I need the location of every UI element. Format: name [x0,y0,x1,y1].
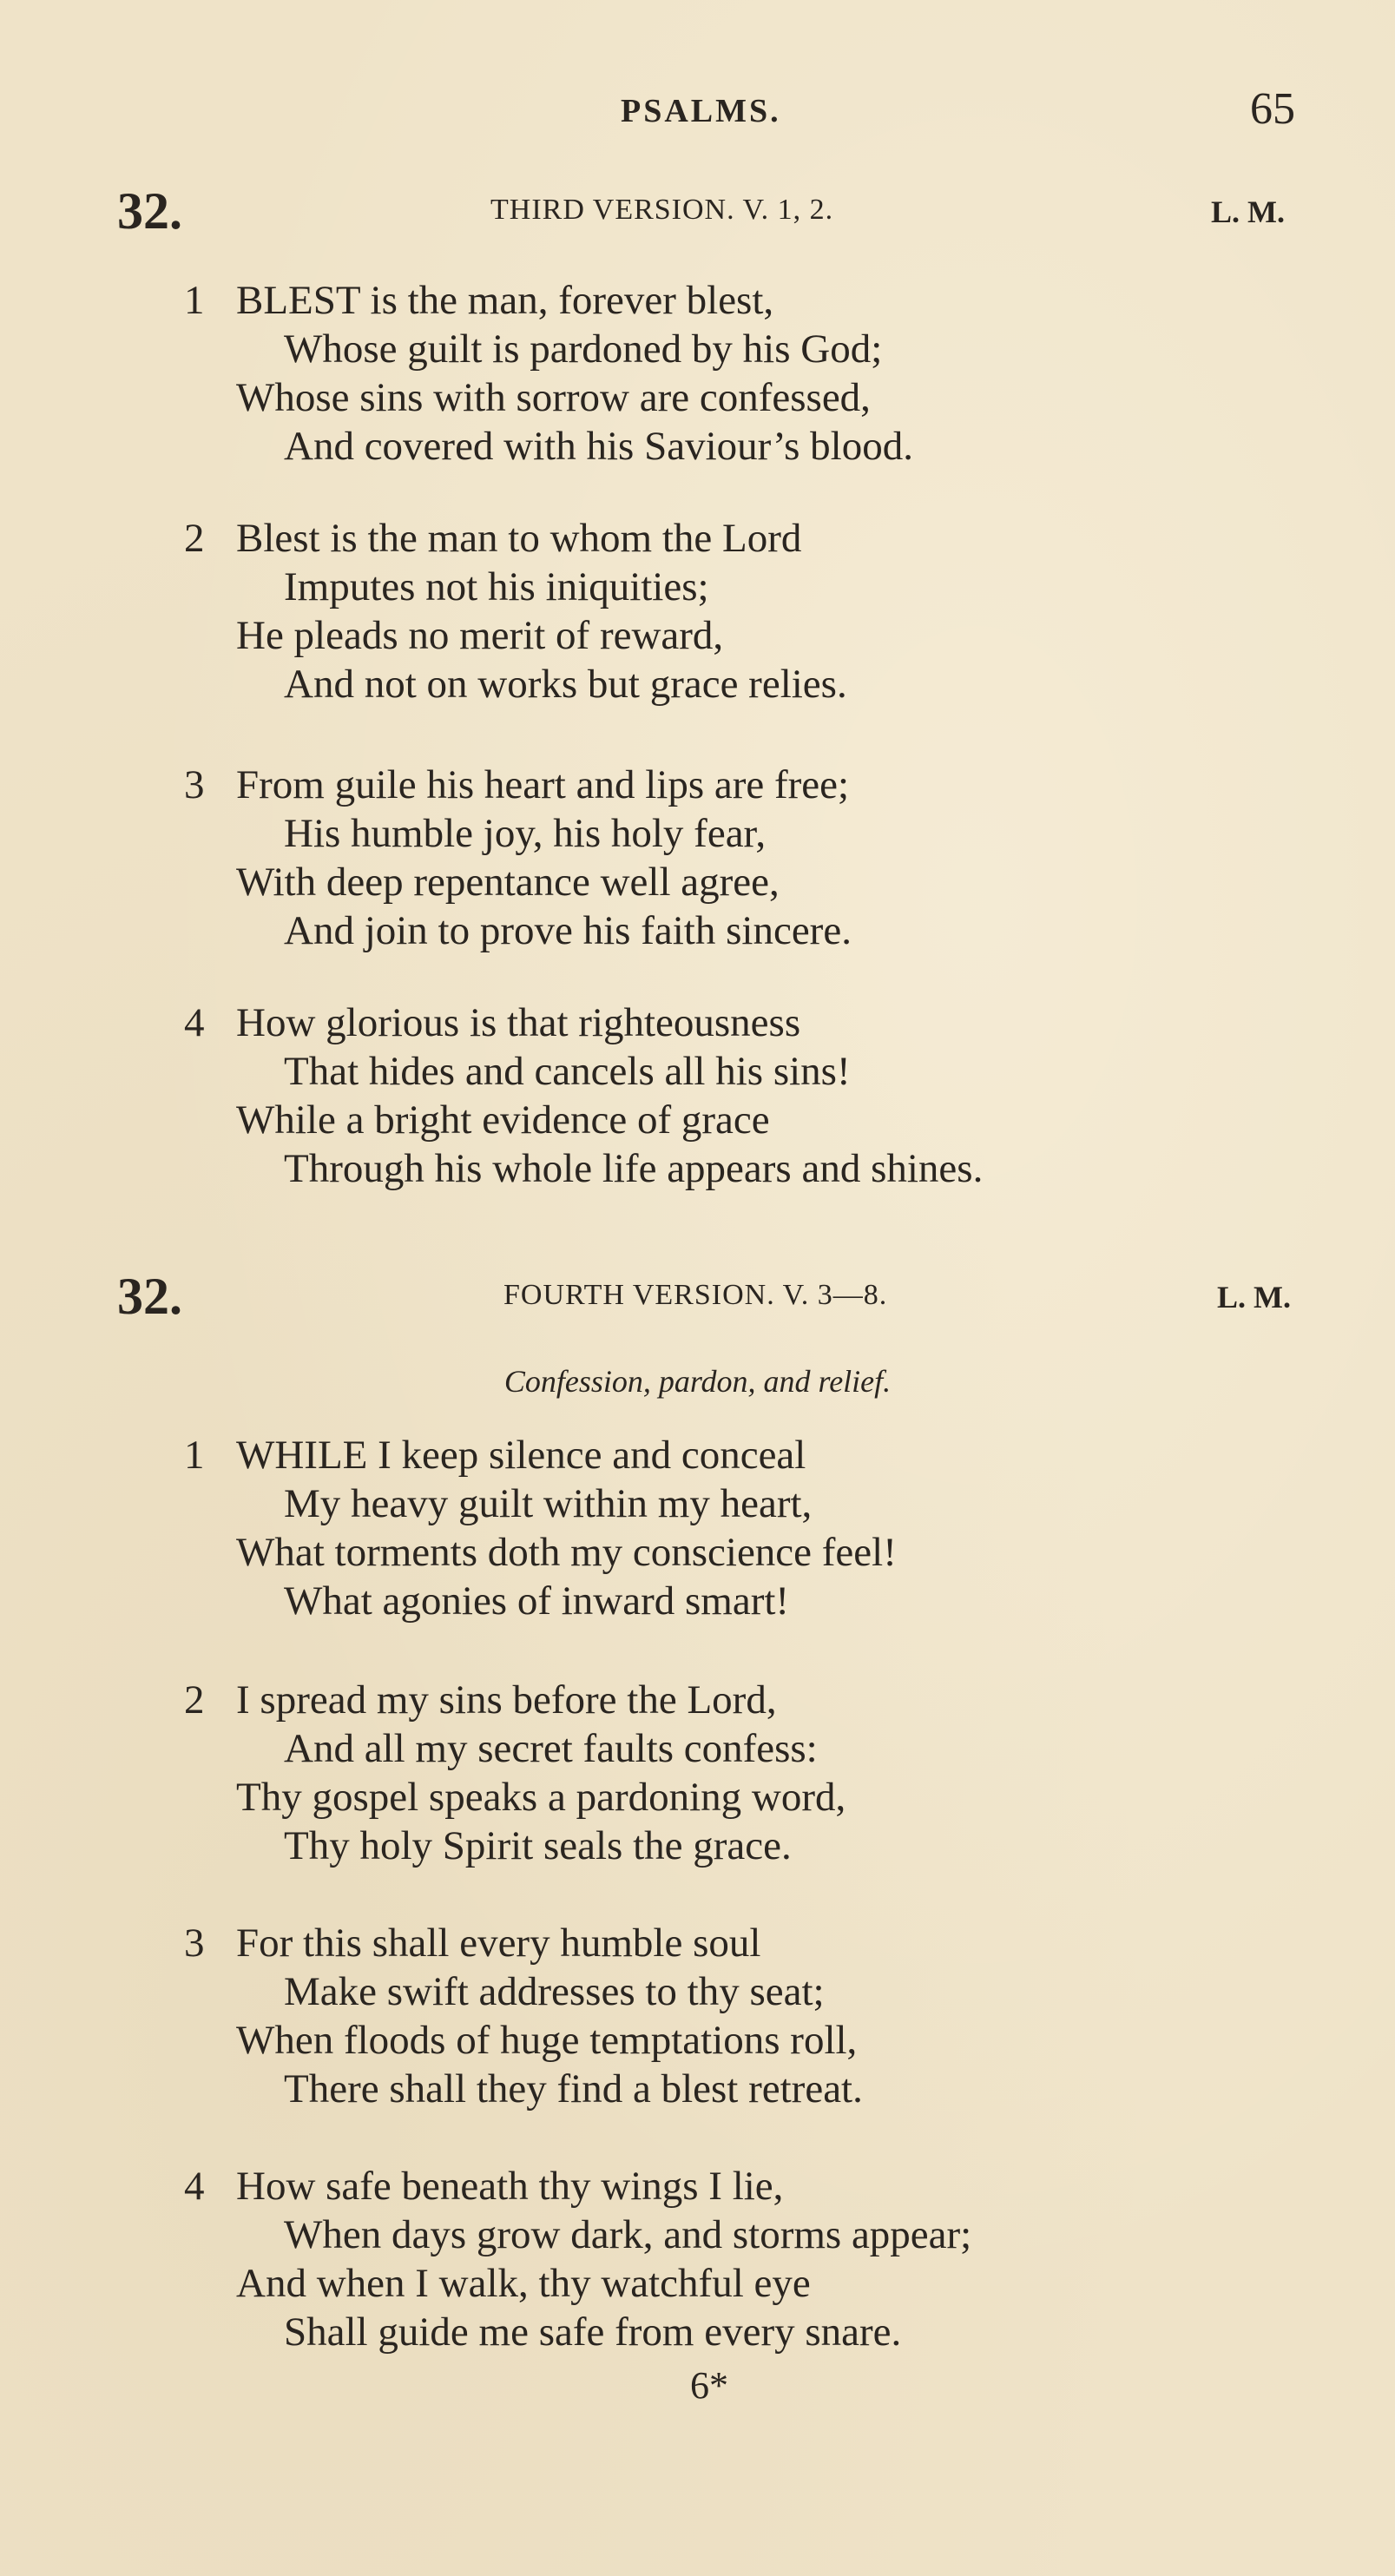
signature-mark: 6* [690,2364,728,2407]
verse-line: My heavy guilt within my heart, [284,1481,813,1526]
stanza-number: 4 [184,2164,205,2209]
verse-line: While a bright evidence of grace [236,1097,770,1143]
verse-line: He pleads no merit of reward, [236,613,724,658]
verse-line: When days grow dark, and storms appear; [284,2212,972,2257]
verse-line: His humble joy, his holy fear, [284,811,767,856]
verse-line: Make swift addresses to thy seat; [284,1969,825,2014]
verse-line: Thy holy Spirit seals the grace. [284,1823,792,1868]
verse-line: When floods of huge temptations roll, [236,2018,858,2063]
verse-line: Whose sins with sorrow are confessed, [236,375,871,420]
verse-line: That hides and cancels all his sins! [284,1049,851,1094]
verse-line: What agonies of inward smart! [284,1578,790,1624]
verse-line: I spread my sins before the Lord, [236,1677,777,1723]
hymn-heading-fourth-version [0,1268,1395,1325]
verse-line: There shall they find a blest retreat. [284,2066,863,2112]
hymn-meter: L. M. [1217,1280,1291,1314]
hymn-version: FOURTH VERSION. V. 3—8. [503,1279,888,1311]
verse-line: What torments doth my conscience feel! [236,1530,897,1575]
verse-line: And not on works but grace relies. [284,662,847,707]
page-number: 65 [1250,84,1295,134]
verse-line: Thy gospel speaks a pardoning word, [236,1775,846,1820]
hymn-number: 32. [117,182,182,240]
verse-line: Whose guilt is pardoned by his God; [284,326,883,372]
verse-line: WHILE I keep silence and conceal [236,1433,806,1478]
verse-line: How glorious is that righteousness [236,1000,801,1045]
stanza-number: 2 [184,516,205,561]
running-head [0,83,1395,135]
running-title: PSALMS. [621,93,781,129]
verse-line: Imputes not his iniquities; [284,564,709,609]
hymn-heading-third-version [0,182,1395,240]
verse-line: BLEST is the man, forever blest, [236,278,774,323]
hymn-meter: L. M. [1211,194,1285,229]
verse-line: With deep repentance well agree, [236,860,780,905]
hymn-subtitle: Confession, pardon, and relief. [503,1364,892,1399]
stanza-number: 3 [184,762,205,807]
stanza-number: 3 [184,1920,205,1966]
verse-line: Shall guide me safe from every snare. [284,2309,902,2355]
stanza-number: 1 [184,1433,205,1478]
stanza-number: 1 [184,278,205,323]
verse-line: From guile his heart and lips are free; [236,762,850,807]
hymn-number: 32. [117,1268,182,1325]
stanza-number: 4 [184,1000,205,1045]
verse-line: How safe beneath thy wings I lie, [236,2164,784,2209]
verse-line: And all my secret faults confess: [284,1726,818,1771]
verse-line: For this shall every humble soul [236,1920,761,1966]
hymn-version: THIRD VERSION. V. 1, 2. [490,194,834,226]
verse-line: And when I walk, thy watchful eye [236,2261,811,2306]
stanza-number: 2 [184,1677,205,1723]
verse-line: And join to prove his faith sincere. [284,908,852,953]
verse-line: And covered with his Saviour’s blood. [284,424,913,469]
verse-line: Blest is the man to whom the Lord [236,516,802,561]
verse-line: Through his whole life appears and shines. [284,1146,984,1191]
